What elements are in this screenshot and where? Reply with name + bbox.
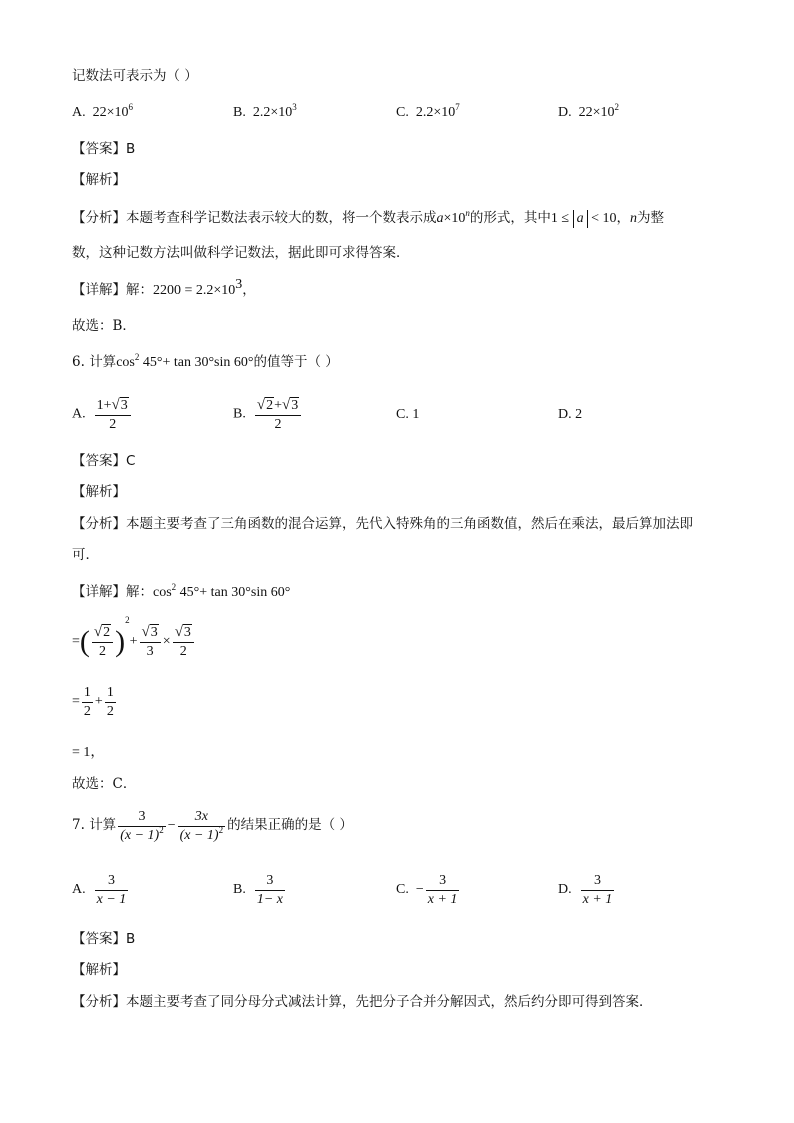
- fraction: $\frac{1}{2}$: [106, 685, 114, 719]
- option-label: C.: [396, 105, 409, 120]
- fraction: $\frac{3}{x + 1}$: [427, 873, 458, 907]
- stem-expression: $\cos^2 45^\circ+ \tan 30^\circ\sin$ 60°: [116, 352, 254, 370]
- fraction: $\frac{√3}{2}$: [173, 623, 194, 660]
- option-exponent: 6: [128, 102, 134, 112]
- q7-stem: [72, 808, 353, 844]
- fraction: $\frac{1}{2}$: [83, 685, 91, 719]
- detail-tag: 【详解】: [72, 282, 126, 298]
- q5-fenxi-line2: 数，这种记数方法叫做科学记数法，据此即可求得答案．: [72, 245, 410, 261]
- option-label: C.: [396, 882, 409, 897]
- fraction: $\frac{3}{1- x}$: [256, 873, 284, 907]
- option-label: B.: [233, 105, 246, 120]
- fenxi-tag: 【分析】: [72, 210, 126, 226]
- q5-analysis-tag: 【解析】: [72, 172, 126, 188]
- fraction: $\frac{√3}{3}$: [140, 623, 161, 660]
- option-label: B.: [233, 882, 246, 897]
- q5-fenxi-line1: [72, 210, 664, 228]
- option-value: 2.2×10: [415, 105, 456, 120]
- q6-step2: = $\frac{1}{2}$ + $\frac{1}{2}$: [72, 685, 114, 719]
- detail-exponent: 3: [235, 277, 243, 292]
- fenxi-text: ，: [616, 210, 630, 226]
- q5-option-b[interactable]: [233, 102, 297, 120]
- q6-option-c[interactable]: [396, 408, 419, 422]
- option-value: 22×10: [578, 105, 615, 120]
- q7-option-c[interactable]: C. − $\frac{3}{x + 1}$: [396, 873, 458, 907]
- detail-post: ，: [242, 282, 256, 298]
- question-number: 7.: [72, 816, 85, 833]
- option-label: A.: [72, 105, 86, 120]
- q6-detail: [72, 582, 291, 600]
- option-label: B.: [233, 406, 246, 422]
- q6-step1: =( $\frac{√2}{2}$ )$^2$+ $\frac{√3}{3}$ × $\frac{√3}{2}$: [72, 620, 196, 660]
- fraction: $\frac{3}{x + 1}$: [582, 873, 613, 907]
- option-exponent: 2: [614, 102, 620, 112]
- q6-stem: [72, 352, 339, 370]
- answer-value: B: [126, 931, 136, 947]
- fenxi-tag: 【分析】: [72, 994, 126, 1010]
- fenxi-text: 为整: [637, 210, 664, 226]
- q7-fenxi-line1: [72, 996, 653, 1010]
- answer-tag: 【答案】: [72, 931, 126, 947]
- option-label: D.: [558, 105, 572, 120]
- option-value: 22×10: [92, 105, 129, 120]
- q7-analysis-tag: 【解析】: [72, 962, 126, 978]
- option-label: D.: [558, 882, 572, 897]
- question-number: 6.: [72, 354, 85, 370]
- q6-option-d[interactable]: [558, 408, 582, 422]
- q7-answer: [72, 933, 135, 947]
- q6-option-b[interactable]: [233, 396, 303, 433]
- answer-tag: 【答案】: [72, 453, 126, 469]
- option-label: D.: [558, 407, 572, 422]
- fenxi-text: 本题主要考查了三角函数的混合运算，先代入特殊角的三角函数值，然后在乘法，最后算加法即: [126, 516, 693, 532]
- q6-step3: = 1，: [72, 745, 105, 760]
- q5-stem: 记数法可表示为（ ）: [72, 68, 198, 84]
- option-exponent: 7: [455, 102, 460, 112]
- detail-tag: 【详解】: [72, 584, 126, 600]
- q5-option-c[interactable]: [396, 102, 460, 120]
- answer-value: B: [126, 141, 136, 157]
- detail-pre: 解：: [126, 584, 153, 600]
- fenxi-text: 的形式，其中: [469, 210, 551, 226]
- detail-expression: $\cos^2 45^\circ+ \tan 30^\circ\sin$ 60°: [153, 582, 291, 600]
- q5-answer: [72, 143, 135, 157]
- stem-text: 计算: [89, 816, 117, 833]
- sci-form: $a\times 10^n$: [436, 208, 470, 226]
- fraction: $\frac{1+√3}{2}$: [95, 396, 131, 433]
- fraction: $\frac{3}{x - 1}$: [96, 873, 127, 907]
- option-label: C.: [396, 407, 409, 422]
- q6-choose: 故选：C．: [72, 776, 137, 792]
- detail-equation: 2200 = 2.2×10: [153, 283, 236, 298]
- fraction: $\frac{√2+√3}{2}$: [255, 396, 301, 433]
- stem-text: 计算: [89, 354, 117, 370]
- q6-answer: [72, 455, 135, 469]
- fenxi-text: 本题主要考查了同分母分式减法计算，先把分子合并分解因式，然后约分即可得到答案．: [126, 994, 653, 1010]
- q6-fenxi-line1: [72, 518, 693, 532]
- q5-option-a[interactable]: [72, 102, 134, 120]
- option-exponent: 3: [292, 102, 297, 112]
- stem-expression: $\frac{3}{(x - 1)^2}$ − $\frac{3x}{(x - 1)^2}$: [120, 809, 224, 843]
- fenxi-tag: 【分析】: [72, 516, 126, 532]
- var-n: n: [630, 211, 637, 226]
- q7-option-a[interactable]: [72, 872, 130, 908]
- q6-option-a[interactable]: [72, 396, 133, 433]
- q7-option-d[interactable]: [558, 872, 616, 908]
- option-label: A.: [72, 882, 86, 897]
- inequality: 1 ≤ a < 10: [550, 211, 617, 226]
- stem-text: 的结果正确的是（ ）: [227, 816, 353, 833]
- option-value: 2: [575, 407, 583, 422]
- option-value: 1: [412, 407, 420, 422]
- q5-choose: 故选：B．: [72, 318, 136, 334]
- q5-detail: [72, 277, 256, 298]
- q7-option-b[interactable]: [233, 872, 287, 908]
- fenxi-text: 本题考查科学记数法表示较大的数，将一个数表示成: [126, 210, 437, 226]
- q6-analysis-tag: 【解析】: [72, 484, 126, 500]
- q6-fenxi-line2: 可．: [72, 547, 99, 563]
- answer-tag: 【答案】: [72, 141, 126, 157]
- stem-text: 的值等于（ ）: [253, 354, 339, 370]
- option-value: 2.2×10: [252, 105, 293, 120]
- answer-value: C: [126, 453, 136, 469]
- option-label: A.: [72, 406, 86, 422]
- q5-option-d[interactable]: [558, 102, 620, 120]
- fraction: $\frac{√2}{2}$: [92, 623, 113, 660]
- detail-pre: 解：: [126, 282, 153, 298]
